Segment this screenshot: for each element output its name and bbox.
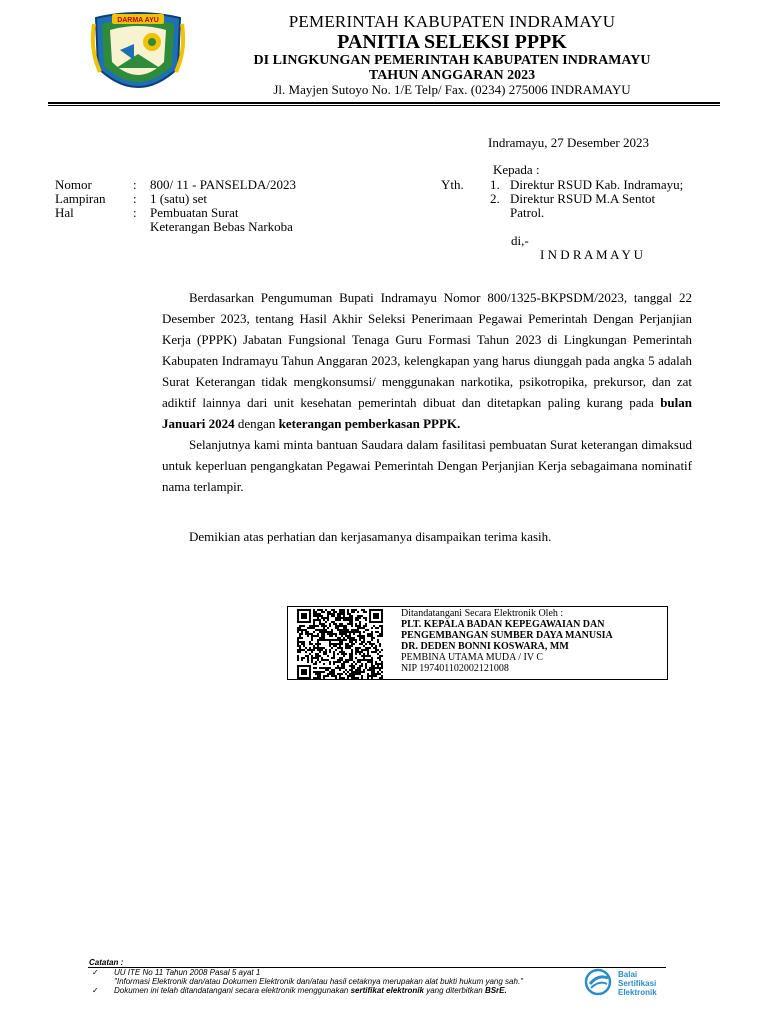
header-government: PEMERINTAH KABUPATEN INDRAMAYU: [288, 12, 616, 31]
nomor-colon: :: [133, 177, 137, 192]
header-scope: DI LINGKUNGAN PEMERINTAH KABUPATEN INDRAMAYU: [253, 53, 651, 68]
recipient-1: Direktur RSUD Kab. Indramayu;: [510, 177, 684, 192]
nomor-value: 800/ 11 - PANSELDA/2023: [150, 177, 297, 192]
nomor-label: Nomor: [55, 177, 92, 192]
yth-label: Yth.: [441, 177, 464, 192]
header-rule-thick: [48, 102, 720, 104]
signature-caption: Ditandatangani Secara Elektronik Oleh :: [401, 608, 564, 619]
header-committee: PANITIA SELEKSI PPPK: [337, 31, 567, 53]
signer-position-1: PLT. KEPALA BADAN KEPEGAWAIAN DAN: [401, 619, 605, 630]
paragraph-1-deadline: bulan Januari 2024: [162, 395, 693, 431]
paragraph-1: [162, 287, 692, 434]
footer-note-1-quote: "Informasi Elektronik dan/atau Dokumen Elektronik dan/atau hasil cetaknya merupakan alat bukti hukum yang sah.": [114, 977, 524, 986]
signer-name: DR. DEDEN BONNI KOSWARA, MM: [401, 641, 569, 652]
kepada-label: Kepada :: [493, 162, 540, 177]
recipient-di: di,-: [511, 233, 529, 248]
lampiran-value: 1 (satu) set: [150, 191, 208, 206]
lampiran-colon: :: [133, 191, 137, 206]
regency-logo: [90, 10, 186, 102]
letter-date: Indramayu, 27 Desember 2023: [488, 135, 650, 150]
bsre-logo: [584, 966, 668, 998]
paragraph-1-text: Berdasarkan Pengumuman Bupati Indramayu Nomor 800/1325-BKPSDM/2023, tanggal 22 Desember 2023, tentang Hasil Akhir Seleksi Penerimaan Pegawai Pemerintah Dengan Perjanjian Kerja (PPPK) Jabatan Fungsional Tenaga Guru Formasi Tahun 2023 di Lingkungan Pemerintah Kabupaten Indramayu Tahun Anggaran 2023, kelengkapan yang harus diunggah pada angka 5 adalah Surat Keterangan tidak mengkonsumsi/ menggunakan narkotika, psikotropika, prekursor, dan zat adiktif lainnya dari unit kesehatan pemerintah dibuat dan ditetapkan paling kurang pada: [162, 290, 692, 410]
lampiran-label: Lampiran: [55, 191, 106, 206]
signer-position-2: PENGEMBANGAN SUMBER DAYA MANUSIA: [401, 630, 613, 641]
footer-note-2-a: Dokumen ini telah ditandatangani secara elektronik menggunakan: [114, 986, 349, 995]
recipient-1-number: 1.: [490, 177, 500, 192]
footer-catatan: Catatan :: [89, 958, 124, 967]
header-address: Jl. Mayjen Sutoyo No. 1/E Telp/ Fax. (0234) 275006 INDRAMAYU: [273, 82, 631, 97]
bsre-text-2: Sertifikasi: [618, 979, 657, 988]
footer-note-2-b: sertifikat elektronik: [350, 986, 424, 995]
signer-nip: NIP 197401102002121008: [401, 663, 509, 674]
hal-value-2: Keterangan Bebas Narkoba: [150, 219, 293, 234]
hal-colon: :: [133, 205, 137, 220]
check-icon: ✓: [92, 968, 99, 977]
recipient-2-number: 2.: [490, 191, 500, 206]
signer-rank: PEMBINA UTAMA MUDA / IV C: [401, 652, 544, 663]
paragraph-1-note: keterangan pemberkasan PPPK: [278, 416, 458, 431]
letter-body: [162, 287, 692, 497]
footer-note-1: UU ITE No 11 Tahun 2008 Pasal 5 ayat 1: [114, 968, 261, 977]
bsre-text-3: Elektronik: [618, 988, 657, 997]
header-rule-thin: [48, 105, 720, 106]
paragraph-1-mid: dengan: [237, 416, 276, 431]
paragraph-2: Selanjutnya kami minta bantuan Saudara dalam fasilitasi pembuatan Surat keterangan dimaksud untuk keperluan pengangkatan Pegawai Pemerintah Dengan Perjanjian Kerja sebagaimana nominatif nama terlampir.: [162, 437, 692, 494]
paragraph-1-end: .: [457, 416, 461, 431]
hal-value-1: Pembuatan Surat: [150, 205, 239, 220]
paragraph-3: Demikian atas perhatian dan kerjasamanya disampaikan terima kasih.: [189, 529, 552, 544]
footer-note-2-c: yang diterbitkan: [426, 986, 483, 995]
recipient-city: I N D R A M A Y U: [540, 247, 644, 262]
recipient-2-line1: Direktur RSUD M.A Sentot: [510, 191, 656, 206]
bsre-text-1: Balai: [618, 970, 638, 979]
header-year: TAHUN ANGGARAN 2023: [368, 68, 536, 83]
footer-note-2: [114, 986, 507, 995]
qr-code: [297, 609, 383, 679]
hal-label: Hal: [55, 205, 74, 220]
check-icon: ✓: [92, 986, 99, 995]
footer-note-2-d: BSrE.: [484, 986, 507, 995]
recipient-2-line2: Patrol.: [510, 205, 545, 220]
logo-text: DARMA AYU: [117, 17, 159, 24]
